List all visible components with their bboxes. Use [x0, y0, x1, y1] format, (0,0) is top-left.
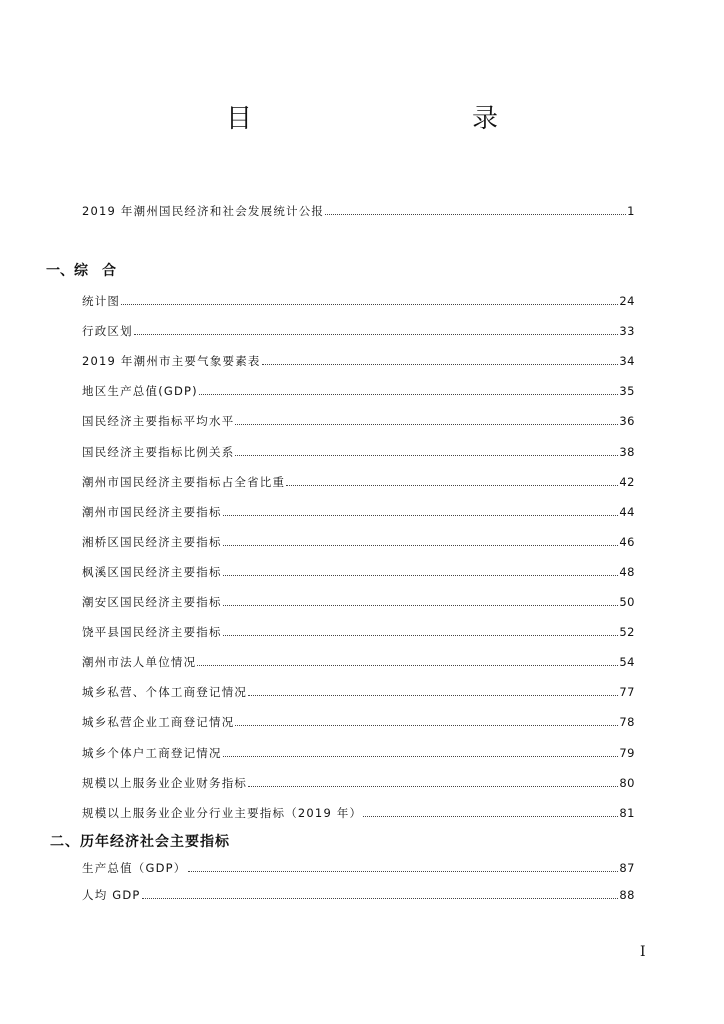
toc-entry-label: 枫溪区国民经济主要指标	[82, 564, 222, 579]
toc-entry-page: 46	[619, 534, 635, 549]
toc-leader-dots	[121, 303, 618, 305]
toc-entry-page: 80	[619, 775, 635, 790]
toc-entry-page: 1	[627, 204, 635, 218]
toc-entry-label: 2019 年潮州国民经济和社会发展统计公报	[82, 204, 325, 218]
toc-entry-page: 50	[619, 595, 635, 609]
toc-entry-page: 78	[619, 715, 635, 730]
toc-leader-dots	[248, 785, 618, 787]
toc-entry-page: 88	[619, 888, 635, 902]
toc-entry[interactable]	[82, 594, 635, 610]
toc-leader-dots	[325, 213, 626, 215]
toc-entry-page: 42	[619, 474, 635, 489]
toc-entry[interactable]	[82, 684, 635, 700]
toc-entry-label: 城乡私营企业工商登记情况	[82, 715, 235, 730]
toc-entry-page: 54	[619, 655, 635, 670]
toc-entry-page: 36	[619, 414, 635, 429]
toc-entry-label: 规模以上服务业企业分行业主要指标（2019 年）	[82, 805, 363, 820]
toc-entry-label: 规模以上服务业企业财务指标	[82, 775, 248, 790]
toc-entry-page: 33	[619, 324, 635, 339]
section-name: 综 合	[74, 263, 116, 279]
toc-leader-dots	[134, 333, 619, 335]
toc-entry-page: 48	[619, 564, 635, 579]
toc-entry[interactable]	[82, 293, 635, 309]
toc-entry-label: 人均 GDP	[82, 888, 141, 902]
toc-leader-dots	[188, 870, 619, 872]
toc-entry-label: 城乡个体户工商登记情况	[82, 745, 222, 760]
toc-entry[interactable]	[82, 805, 635, 821]
toc-entry[interactable]	[82, 714, 635, 730]
toc-entry-label: 生产总值（GDP）	[82, 861, 187, 875]
toc-entry-label: 潮安区国民经济主要指标	[82, 595, 222, 609]
toc-entry-label: 国民经济主要指标比例关系	[82, 444, 235, 459]
toc-entry-page: 87	[619, 861, 635, 875]
toc-entry[interactable]	[82, 504, 635, 520]
toc-entry-label: 城乡私营、个体工商登记情况	[82, 685, 248, 700]
toc-leader-dots	[248, 694, 618, 696]
toc-leader-dots	[142, 897, 619, 899]
section-heading-general	[46, 262, 116, 280]
toc-entry-label: 潮州市国民经济主要指标	[82, 504, 222, 519]
toc-entry[interactable]	[82, 887, 635, 903]
toc-leader-dots	[223, 514, 619, 516]
toc-entry[interactable]	[82, 474, 635, 490]
toc-entry-label: 地区生产总值(GDP)	[82, 384, 198, 399]
toc-entry-label: 湘桥区国民经济主要指标	[82, 534, 222, 549]
toc-leader-dots	[235, 423, 618, 425]
toc-leader-dots	[363, 815, 618, 817]
toc-entry-label: 饶平县国民经济主要指标	[82, 625, 222, 640]
toc-leader-dots	[286, 484, 618, 486]
toc-entry[interactable]	[82, 860, 635, 876]
toc-entry[interactable]	[82, 353, 635, 369]
toc-leader-dots	[223, 604, 619, 606]
toc-entry-page: 52	[619, 625, 635, 640]
toc-entry-label: 潮州市法人单位情况	[82, 655, 197, 670]
toc-entry-page: 79	[619, 745, 635, 760]
page-number: I	[640, 944, 646, 960]
toc-leader-dots	[223, 755, 619, 757]
toc-entry[interactable]	[82, 534, 635, 550]
toc-leader-dots	[223, 574, 619, 576]
toc-entry-label: 行政区划	[82, 324, 133, 339]
toc-entry-page: 81	[619, 805, 635, 820]
toc-entry-page: 35	[619, 384, 635, 399]
toc-entry[interactable]	[82, 203, 635, 219]
toc-entry[interactable]	[82, 413, 635, 429]
toc-entry[interactable]	[82, 624, 635, 640]
toc-entry-label: 国民经济主要指标平均水平	[82, 414, 235, 429]
toc-entry-page: 44	[619, 504, 635, 519]
toc-entry[interactable]	[82, 323, 635, 339]
toc-leader-dots	[223, 544, 619, 546]
toc-entry-page: 24	[619, 294, 635, 308]
toc-entry[interactable]	[82, 383, 635, 399]
toc-leader-dots	[262, 363, 619, 365]
toc-entry[interactable]	[82, 775, 635, 791]
toc-entry-label: 潮州市国民经济主要指标占全省比重	[82, 474, 286, 489]
toc-leader-dots	[223, 634, 619, 636]
toc-entry-page: 34	[619, 354, 635, 369]
toc-leader-dots	[199, 393, 618, 395]
toc-leader-dots	[235, 724, 618, 726]
toc-leader-dots	[197, 664, 618, 666]
toc-entry-page: 38	[619, 444, 635, 459]
section-heading-historical: 二、历年经济社会主要指标	[50, 834, 230, 850]
toc-entry-label: 统计图	[82, 294, 121, 308]
toc-leader-dots	[235, 454, 618, 456]
toc-entry-label: 2019 年潮州市主要气象要素表	[82, 354, 261, 369]
toc-entry[interactable]	[82, 745, 635, 761]
page-title: 目 录	[225, 104, 554, 134]
toc-entry[interactable]	[82, 564, 635, 580]
toc-entry[interactable]	[82, 654, 635, 670]
toc-entry[interactable]	[82, 444, 635, 460]
section-prefix: 一、	[46, 263, 74, 279]
toc-entry-page: 77	[619, 685, 635, 700]
